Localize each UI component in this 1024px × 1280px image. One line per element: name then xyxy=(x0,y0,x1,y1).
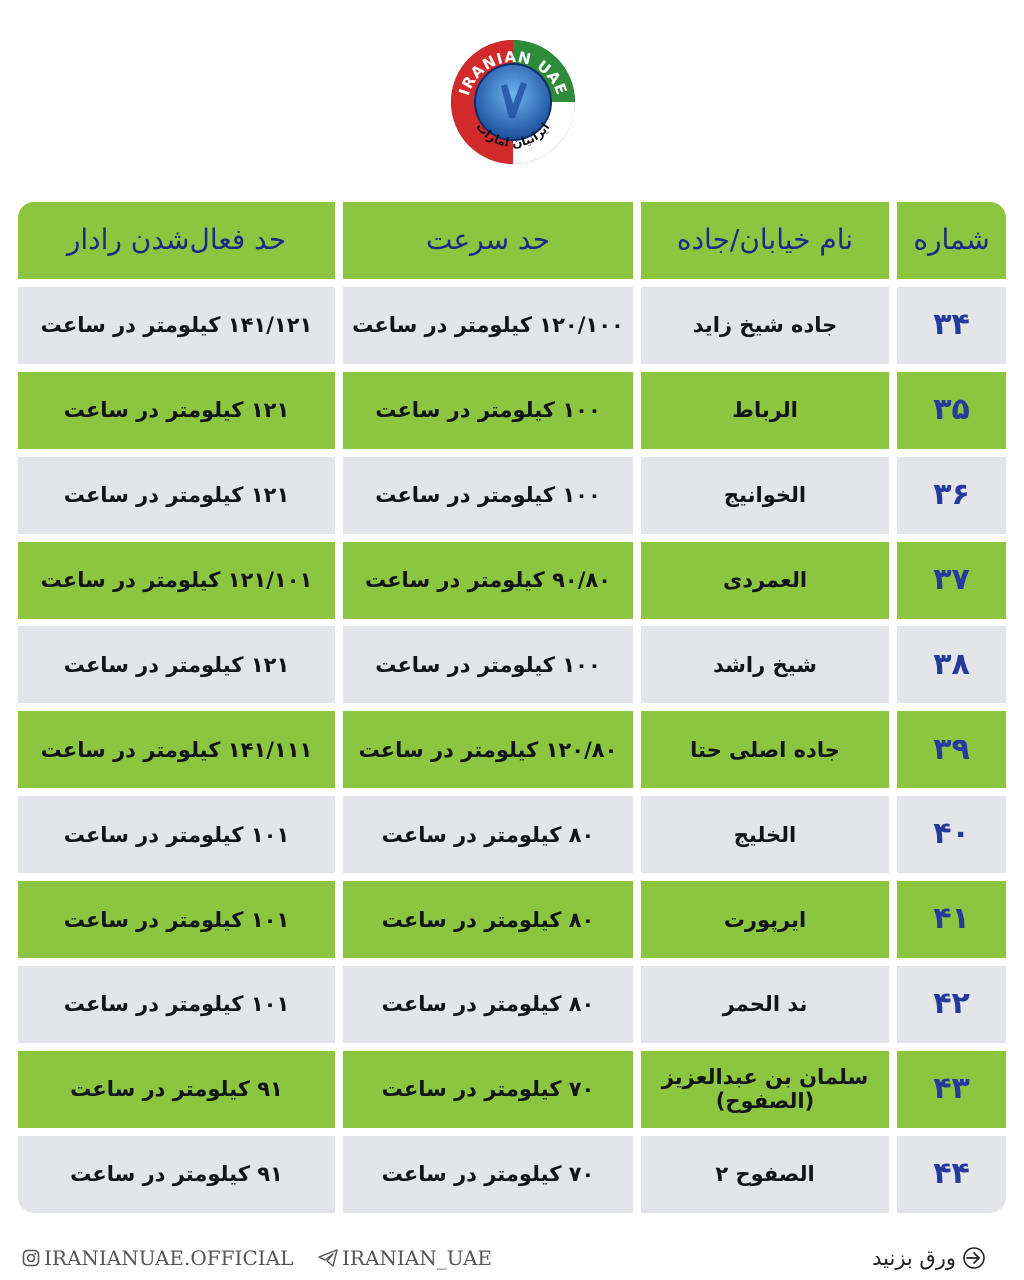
radar-threshold-cell: ۹۱ کیلومتر در ساعت xyxy=(18,1051,335,1128)
radar-threshold-cell: ۱۴۱/۱۱۱ کیلومتر در ساعت xyxy=(18,711,335,788)
instagram-icon xyxy=(22,1249,40,1267)
row-number-cell: ۳۶ xyxy=(897,457,1006,534)
street-name-cell: جاده اصلی حتا xyxy=(641,711,889,788)
header-radar-threshold: حد فعال‌شدن رادار xyxy=(18,202,335,279)
footer xyxy=(0,1246,1024,1276)
street-name-cell: الصفوح ۲ xyxy=(641,1136,889,1213)
next-page-text: ورق بزنید xyxy=(872,1246,956,1270)
header-street: نام خیابان/جاده xyxy=(641,202,889,279)
row-number-cell: ۳۷ xyxy=(897,542,1006,619)
table-row xyxy=(18,542,1006,619)
row-number-cell: ۳۵ xyxy=(897,372,1006,449)
table-row xyxy=(18,1051,1006,1128)
row-number-cell: ۴۳ xyxy=(897,1051,1006,1128)
speed-limit-cell: ۹۰/۸۰ کیلومتر در ساعت xyxy=(343,542,633,619)
street-name-cell: العمردی xyxy=(641,542,889,619)
speed-limit-cell: ۱۲۰/۱۰۰ کیلومتر در ساعت xyxy=(343,287,633,364)
radar-threshold-cell: ۱۲۱ کیلومتر در ساعت xyxy=(18,626,335,703)
radar-threshold-cell: ۱۰۱ کیلومتر در ساعت xyxy=(18,796,335,873)
speed-limit-cell: ۱۰۰ کیلومتر در ساعت xyxy=(343,372,633,449)
telegram-icon xyxy=(318,1249,338,1267)
instagram-handle-text: IRANIANUAE.OFFICIAL xyxy=(44,1246,294,1270)
brand-logo xyxy=(449,38,577,166)
street-name-cell: الرباط xyxy=(641,372,889,449)
header-number: شماره xyxy=(897,202,1006,279)
arrow-right-circle-icon xyxy=(962,1246,986,1270)
speed-limit-cell: ۱۰۰ کیلومتر در ساعت xyxy=(343,626,633,703)
instagram-handle[interactable] xyxy=(22,1246,293,1270)
row-number-cell: ۴۰ xyxy=(897,796,1006,873)
telegram-handle-text: IRANIAN_UAE xyxy=(342,1246,493,1270)
row-number-cell: ۳۹ xyxy=(897,711,1006,788)
street-name-cell: شیخ راشد xyxy=(641,626,889,703)
table-row xyxy=(18,881,1006,958)
logo-top-text: IRANIAN UAE xyxy=(455,47,571,98)
table-row xyxy=(18,711,1006,788)
street-name-cell: الخلیج xyxy=(641,796,889,873)
speed-limit-cell: ۸۰ کیلومتر در ساعت xyxy=(343,796,633,873)
table-row xyxy=(18,372,1006,449)
row-number-cell: ۳۸ xyxy=(897,626,1006,703)
street-name-cell: سلمان بن عبدالعزیز (الصفوح) xyxy=(641,1051,889,1128)
street-name-cell: الخوانیج xyxy=(641,457,889,534)
row-number-cell: ۳۴ xyxy=(897,287,1006,364)
radar-threshold-cell: ۱۲۱ کیلومتر در ساعت xyxy=(18,457,335,534)
telegram-handle[interactable] xyxy=(318,1246,492,1270)
speed-limit-cell: ۷۰ کیلومتر در ساعت xyxy=(343,1136,633,1213)
table-row xyxy=(18,457,1006,534)
header-speed-limit: حد سرعت xyxy=(343,202,633,279)
row-number-cell: ۴۴ xyxy=(897,1136,1006,1213)
table-header-row xyxy=(18,202,1006,279)
speed-limit-cell: ۷۰ کیلومتر در ساعت xyxy=(343,1051,633,1128)
table-row xyxy=(18,287,1006,364)
row-number-cell: ۴۲ xyxy=(897,966,1006,1043)
street-name-cell: جاده شیخ زاید xyxy=(641,287,889,364)
street-name-cell: ایرپورت xyxy=(641,881,889,958)
speed-limit-table xyxy=(18,202,1006,1221)
speed-limit-cell: ۸۰ کیلومتر در ساعت xyxy=(343,881,633,958)
radar-threshold-cell: ۱۴۱/۱۲۱ کیلومتر در ساعت xyxy=(18,287,335,364)
radar-threshold-cell: ۹۱ کیلومتر در ساعت xyxy=(18,1136,335,1213)
table-row xyxy=(18,966,1006,1043)
speed-limit-cell: ۱۰۰ کیلومتر در ساعت xyxy=(343,457,633,534)
table-row xyxy=(18,626,1006,703)
radar-threshold-cell: ۱۰۱ کیلومتر در ساعت xyxy=(18,966,335,1043)
street-name-cell: ند الحمر xyxy=(641,966,889,1043)
table-row xyxy=(18,796,1006,873)
speed-limit-cell: ۱۲۰/۸۰ کیلومتر در ساعت xyxy=(343,711,633,788)
radar-threshold-cell: ۱۲۱ کیلومتر در ساعت xyxy=(18,372,335,449)
speed-limit-cell: ۸۰ کیلومتر در ساعت xyxy=(343,966,633,1043)
next-page-hint[interactable] xyxy=(872,1246,986,1270)
radar-threshold-cell: ۱۰۱ کیلومتر در ساعت xyxy=(18,881,335,958)
table-row xyxy=(18,1136,1006,1213)
radar-threshold-cell: ۱۲۱/۱۰۱ کیلومتر در ساعت xyxy=(18,542,335,619)
logo-bottom-text: ایرانیان امارات xyxy=(473,119,553,151)
row-number-cell: ۴۱ xyxy=(897,881,1006,958)
